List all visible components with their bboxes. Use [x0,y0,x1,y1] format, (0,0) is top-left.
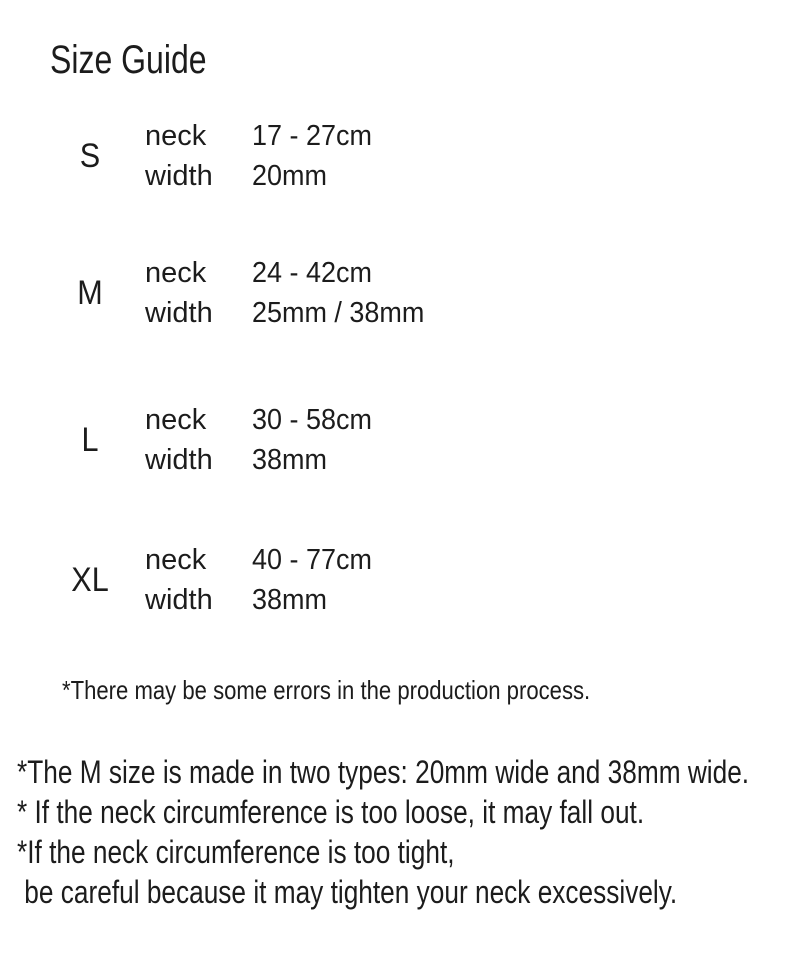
spec-label-width: width [145,297,213,329]
spec-label-neck: neck [145,120,207,152]
spec-values [252,116,372,196]
spec-value-neck: 24 - 42cm [252,257,372,289]
spec-value-neck: 17 - 27cm [252,120,372,152]
spec-label-neck: neck [145,404,207,436]
size-row-l [0,400,800,480]
warning-line-3: *If the neck circumference is too tight, [17,834,455,870]
spec-labels [145,400,213,480]
spec-labels [145,540,213,620]
size-label: M [77,274,103,312]
size-row-xl [0,540,800,620]
spec-value-width: 38mm [252,584,327,616]
spec-values [252,400,372,480]
spec-value-width: 20mm [252,160,327,192]
spec-label-width: width [145,160,213,192]
size-row-s [0,116,800,196]
spec-values [252,540,372,620]
spec-value-width: 38mm [252,444,327,476]
spec-values [252,253,424,333]
production-note: *There may be some errors in the production process. [62,675,591,705]
size-row-m [0,253,800,333]
spec-label-neck: neck [145,257,207,289]
spec-labels [145,253,213,333]
warning-line-2: * If the neck circumference is too loose, it may fall out. [17,794,645,830]
warnings-list [17,752,800,912]
spec-label-neck: neck [145,544,207,576]
size-label: L [81,421,99,459]
page-title: Size Guide [50,38,207,82]
spec-labels [145,116,213,196]
spec-value-width: 25mm / 38mm [252,297,425,329]
spec-label-width: width [145,584,213,616]
spec-value-neck: 30 - 58cm [252,404,372,436]
size-label: XL [71,561,109,599]
warning-line-4: be careful because it may tighten your neck excessively. [17,874,678,910]
spec-value-neck: 40 - 77cm [252,544,372,576]
spec-label-width: width [145,444,213,476]
warning-line-1: *The M size is made in two types: 20mm wide and 38mm wide. [17,754,750,790]
size-label: S [79,137,101,175]
